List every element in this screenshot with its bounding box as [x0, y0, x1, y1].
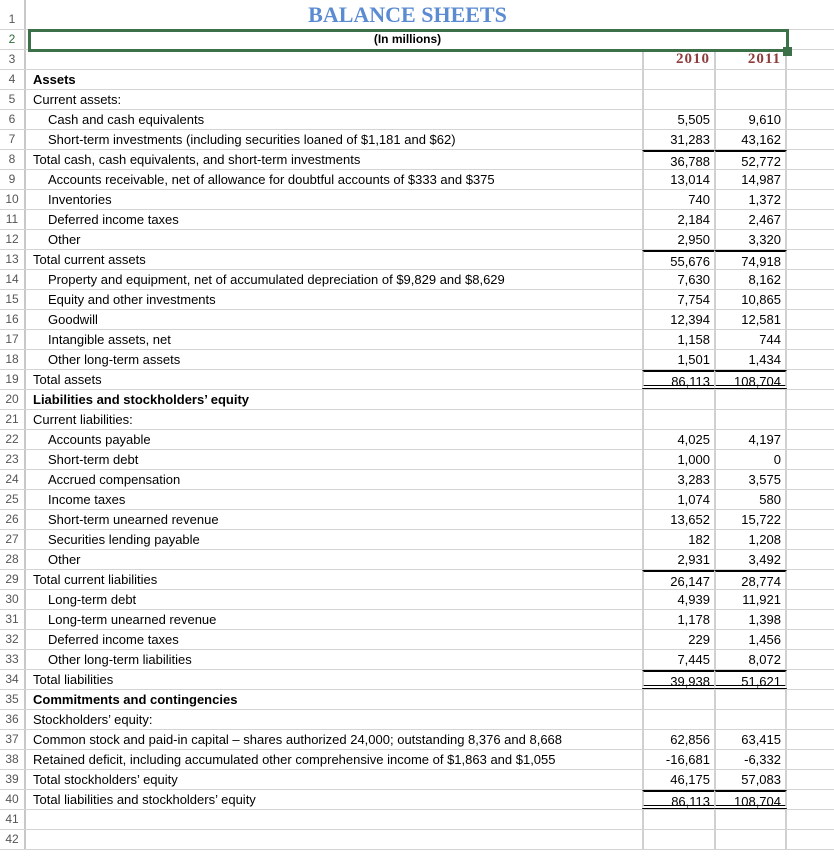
table-row[interactable] — [0, 690, 834, 710]
value-2010[interactable]: 1,178 — [642, 610, 714, 629]
row-header[interactable]: 26 — [0, 510, 26, 529]
row-label[interactable]: Accrued compensation — [48, 472, 181, 487]
table-row[interactable] — [0, 710, 834, 730]
value-2010[interactable]: 1,158 — [642, 330, 714, 349]
value-2011[interactable]: 57,083 — [714, 770, 787, 789]
row-label[interactable] — [28, 830, 642, 849]
value-2011[interactable] — [714, 690, 787, 709]
sheet-title: BALANCE SHEETS — [308, 2, 507, 27]
value-2010[interactable]: 7,445 — [642, 650, 714, 669]
value-2010[interactable]: 26,147 — [642, 570, 714, 589]
value-2011[interactable]: 1,372 — [714, 190, 787, 209]
row-label[interactable]: Total liabilities — [33, 672, 114, 687]
value-2011[interactable]: 1,398 — [714, 610, 787, 629]
row-header[interactable]: 20 — [0, 390, 26, 409]
row-header[interactable]: 15 — [0, 290, 26, 309]
row-label[interactable]: Total stockholders’ equity — [33, 772, 178, 787]
value-2011[interactable]: 63,415 — [714, 730, 787, 749]
sheet-subtitle: (In millions) — [373, 32, 442, 46]
table-row[interactable] — [0, 210, 834, 230]
row-label[interactable]: Current liabilities: — [33, 412, 133, 427]
value-2011[interactable]: 74,918 — [714, 250, 787, 269]
value-2010[interactable] — [642, 410, 714, 429]
table-row[interactable] — [0, 70, 834, 90]
table-row[interactable] — [0, 630, 834, 650]
row-label[interactable]: Other — [48, 232, 81, 247]
value-2011[interactable]: 3,575 — [714, 470, 787, 489]
row-header[interactable]: 42 — [0, 830, 26, 849]
table-row[interactable] — [0, 310, 834, 330]
row-label[interactable]: Total current assets — [33, 252, 146, 267]
value-2010[interactable]: 86,113 — [642, 370, 714, 389]
row-label[interactable]: Cash and cash equivalents — [48, 112, 205, 127]
value-2010[interactable] — [642, 710, 714, 729]
value-2010[interactable]: 55,676 — [642, 250, 714, 269]
row-label[interactable]: Inventories — [48, 192, 112, 207]
value-2010[interactable]: 1,074 — [642, 490, 714, 509]
row-label[interactable]: Accounts receivable, net of allowance for doubtful accounts of $333 and $375 — [48, 172, 495, 187]
value-2010[interactable]: 7,630 — [642, 270, 714, 289]
value-2010[interactable]: 13,014 — [642, 170, 714, 189]
table-row[interactable] — [0, 770, 834, 790]
value-2011[interactable]: 744 — [714, 330, 787, 349]
sheet-row-1[interactable] — [0, 0, 834, 30]
row-label[interactable]: Securities lending payable — [48, 532, 200, 547]
value-2010[interactable]: -16,681 — [642, 750, 714, 769]
value-2010[interactable]: 2,950 — [642, 230, 714, 249]
value-2010[interactable]: 36,788 — [642, 150, 714, 169]
row-header[interactable]: 27 — [0, 530, 26, 549]
value-2010[interactable]: 1,000 — [642, 450, 714, 469]
row-header[interactable]: 11 — [0, 210, 26, 229]
table-row[interactable] — [0, 610, 834, 630]
value-2010[interactable]: 39,938 — [642, 670, 714, 689]
value-2011[interactable]: 3,320 — [714, 230, 787, 249]
row-label[interactable]: Assets — [33, 72, 76, 87]
value-2011[interactable] — [714, 90, 787, 109]
value-2010[interactable]: 62,856 — [642, 730, 714, 749]
value-2010[interactable]: 7,754 — [642, 290, 714, 309]
value-2011[interactable]: 51,621 — [714, 670, 787, 689]
row-header[interactable]: 2 — [0, 30, 26, 49]
value-2011[interactable] — [714, 830, 787, 849]
row-label[interactable]: Long-term debt — [48, 592, 137, 607]
row-label[interactable]: Goodwill — [48, 312, 98, 327]
table-row[interactable] — [0, 550, 834, 570]
value-2010[interactable] — [642, 70, 714, 89]
row-label[interactable]: Income taxes — [48, 492, 126, 507]
value-2011[interactable]: 52,772 — [714, 150, 787, 169]
value-2010[interactable]: 13,652 — [642, 510, 714, 529]
value-2010[interactable]: 229 — [642, 630, 714, 649]
value-2011[interactable] — [714, 710, 787, 729]
row-label[interactable]: Total liabilities and stockholders’ equity — [33, 792, 256, 807]
value-2011[interactable]: 9,610 — [714, 110, 787, 129]
row-header[interactable]: 3 — [0, 50, 26, 69]
row-label[interactable]: Other long-term assets — [48, 352, 181, 367]
row-header[interactable]: 16 — [0, 310, 26, 329]
table-row[interactable] — [0, 730, 834, 750]
value-2010[interactable]: 86,113 — [642, 790, 714, 809]
value-2010[interactable] — [642, 810, 714, 829]
row-header[interactable]: 12 — [0, 230, 26, 249]
table-row[interactable] — [0, 90, 834, 110]
value-2011[interactable]: 11,921 — [714, 590, 787, 609]
table-row[interactable] — [0, 250, 834, 270]
row-header[interactable]: 33 — [0, 650, 26, 669]
row-label[interactable]: Short-term debt — [48, 452, 139, 467]
row-header[interactable]: 6 — [0, 110, 26, 129]
row-header[interactable]: 4 — [0, 70, 26, 89]
table-row[interactable] — [0, 670, 834, 690]
table-row[interactable] — [0, 410, 834, 430]
row-header[interactable]: 40 — [0, 790, 26, 809]
value-2010[interactable]: 46,175 — [642, 770, 714, 789]
table-row[interactable] — [0, 370, 834, 390]
table-row[interactable] — [0, 590, 834, 610]
row-label[interactable]: Total assets — [33, 372, 102, 387]
table-row[interactable] — [0, 430, 834, 450]
value-2011[interactable]: 14,987 — [714, 170, 787, 189]
table-row[interactable] — [0, 490, 834, 510]
row-header[interactable]: 34 — [0, 670, 26, 689]
row-label[interactable]: Commitments and contingencies — [33, 692, 238, 707]
row-header[interactable]: 8 — [0, 150, 26, 169]
row-label[interactable]: Total current liabilities — [33, 572, 158, 587]
row-label[interactable]: Intangible assets, net — [48, 332, 171, 347]
value-2010[interactable]: 1,501 — [642, 350, 714, 369]
value-2011[interactable] — [714, 70, 787, 89]
row-header[interactable]: 7 — [0, 130, 26, 149]
year-header-2011[interactable]: 2011 — [714, 50, 787, 69]
row-label[interactable]: Deferred income taxes — [48, 632, 179, 647]
row-header[interactable]: 14 — [0, 270, 26, 289]
row-header[interactable]: 37 — [0, 730, 26, 749]
value-2011[interactable]: 3,492 — [714, 550, 787, 569]
value-2010[interactable]: 12,394 — [642, 310, 714, 329]
table-row[interactable] — [0, 110, 834, 130]
row-header[interactable]: 18 — [0, 350, 26, 369]
value-2011[interactable]: 1,434 — [714, 350, 787, 369]
table-row[interactable] — [0, 330, 834, 350]
value-2010[interactable]: 2,931 — [642, 550, 714, 569]
row-header[interactable]: 19 — [0, 370, 26, 389]
table-row[interactable] — [0, 510, 834, 530]
fill-handle[interactable] — [783, 47, 792, 56]
value-2011[interactable]: 43,162 — [714, 130, 787, 149]
sheet-row-3[interactable] — [0, 50, 834, 70]
table-row[interactable] — [0, 350, 834, 370]
value-2011[interactable]: 15,722 — [714, 510, 787, 529]
row-label[interactable]: Accounts payable — [48, 432, 151, 447]
row-label[interactable] — [28, 810, 642, 829]
value-2011[interactable]: 580 — [714, 490, 787, 509]
table-row[interactable] — [0, 130, 834, 150]
value-2011[interactable]: 108,704 — [714, 790, 787, 809]
table-row[interactable] — [0, 390, 834, 410]
value-2011[interactable]: 8,162 — [714, 270, 787, 289]
value-2010[interactable] — [642, 390, 714, 409]
table-row[interactable] — [0, 470, 834, 490]
value-2010[interactable]: 3,283 — [642, 470, 714, 489]
row-label[interactable]: Deferred income taxes — [48, 212, 179, 227]
row-header[interactable]: 22 — [0, 430, 26, 449]
row-header[interactable]: 36 — [0, 710, 26, 729]
value-2010[interactable]: 4,939 — [642, 590, 714, 609]
table-row[interactable] — [0, 150, 834, 170]
row-header[interactable]: 31 — [0, 610, 26, 629]
table-row[interactable] — [0, 650, 834, 670]
row-label[interactable]: Short-term unearned revenue — [48, 512, 219, 527]
value-2011[interactable] — [714, 810, 787, 829]
row-header[interactable]: 21 — [0, 410, 26, 429]
table-row[interactable] — [0, 230, 834, 250]
row-header[interactable]: 28 — [0, 550, 26, 569]
value-2011[interactable]: 8,072 — [714, 650, 787, 669]
value-2010[interactable]: 4,025 — [642, 430, 714, 449]
row-label[interactable]: Stockholders’ equity: — [33, 712, 153, 727]
value-2011[interactable] — [714, 410, 787, 429]
row-header[interactable]: 25 — [0, 490, 26, 509]
row-label[interactable]: Property and equipment, net of accumulated depreciation of $9,829 and $8,629 — [48, 272, 505, 287]
value-2011[interactable]: 108,704 — [714, 370, 787, 389]
value-2011[interactable] — [714, 390, 787, 409]
table-row[interactable] — [0, 750, 834, 770]
row-header[interactable]: 39 — [0, 770, 26, 789]
table-row[interactable] — [0, 830, 834, 850]
table-row[interactable] — [0, 270, 834, 290]
value-2010[interactable]: 31,283 — [642, 130, 714, 149]
row-header[interactable]: 29 — [0, 570, 26, 589]
value-2010[interactable] — [642, 830, 714, 849]
value-2010[interactable] — [642, 690, 714, 709]
row-label[interactable]: Liabilities and stockholders’ equity — [33, 392, 249, 407]
row-label[interactable]: Retained deficit, including accumulated other comprehensive income of $1,863 and $1,055 — [33, 752, 556, 767]
value-2011[interactable]: 1,208 — [714, 530, 787, 549]
value-2010[interactable]: 5,505 — [642, 110, 714, 129]
row-header[interactable]: 35 — [0, 690, 26, 709]
table-row[interactable] — [0, 530, 834, 550]
table-row[interactable] — [0, 570, 834, 590]
row-label[interactable]: Other long-term liabilities — [48, 652, 192, 667]
row-header[interactable]: 41 — [0, 810, 26, 829]
row-header[interactable]: 23 — [0, 450, 26, 469]
value-2011[interactable]: 0 — [714, 450, 787, 469]
value-2011[interactable]: 2,467 — [714, 210, 787, 229]
sheet-row-2[interactable] — [0, 30, 834, 50]
value-2010[interactable]: 2,184 — [642, 210, 714, 229]
year-header-2010[interactable]: 2010 — [642, 50, 714, 69]
table-row[interactable] — [0, 290, 834, 310]
table-row[interactable] — [0, 170, 834, 190]
value-2011[interactable]: -6,332 — [714, 750, 787, 769]
row-label[interactable]: Short-term investments (including securities loaned of $1,181 and $62) — [48, 132, 456, 147]
value-2011[interactable]: 10,865 — [714, 290, 787, 309]
row-header[interactable]: 30 — [0, 590, 26, 609]
row-label[interactable]: Equity and other investments — [48, 292, 216, 307]
value-2010[interactable]: 740 — [642, 190, 714, 209]
table-row[interactable] — [0, 190, 834, 210]
row-header[interactable]: 9 — [0, 170, 26, 189]
row-label[interactable]: Other — [48, 552, 81, 567]
row-label[interactable]: Total cash, cash equivalents, and short-term investments — [33, 152, 361, 167]
row-header[interactable]: 5 — [0, 90, 26, 109]
value-2011[interactable]: 1,456 — [714, 630, 787, 649]
row-header[interactable]: 38 — [0, 750, 26, 769]
row-header[interactable]: 13 — [0, 250, 26, 269]
row-label[interactable]: Long-term unearned revenue — [48, 612, 217, 627]
row-header[interactable]: 10 — [0, 190, 26, 209]
row-label[interactable]: Common stock and paid-in capital – shares authorized 24,000; outstanding 8,376 and 8,668 — [33, 732, 563, 747]
value-2011[interactable]: 12,581 — [714, 310, 787, 329]
value-2011[interactable]: 4,197 — [714, 430, 787, 449]
table-row[interactable] — [0, 790, 834, 810]
value-2010[interactable] — [642, 90, 714, 109]
value-2011[interactable]: 28,774 — [714, 570, 787, 589]
table-row[interactable] — [0, 810, 834, 830]
table-row[interactable] — [0, 450, 834, 470]
row-label[interactable]: Current assets: — [33, 92, 122, 107]
row-header[interactable]: 17 — [0, 330, 26, 349]
row-header[interactable]: 32 — [0, 630, 26, 649]
value-2010[interactable]: 182 — [642, 530, 714, 549]
row-header[interactable]: 24 — [0, 470, 26, 489]
row-header[interactable]: 1 — [0, 0, 26, 29]
